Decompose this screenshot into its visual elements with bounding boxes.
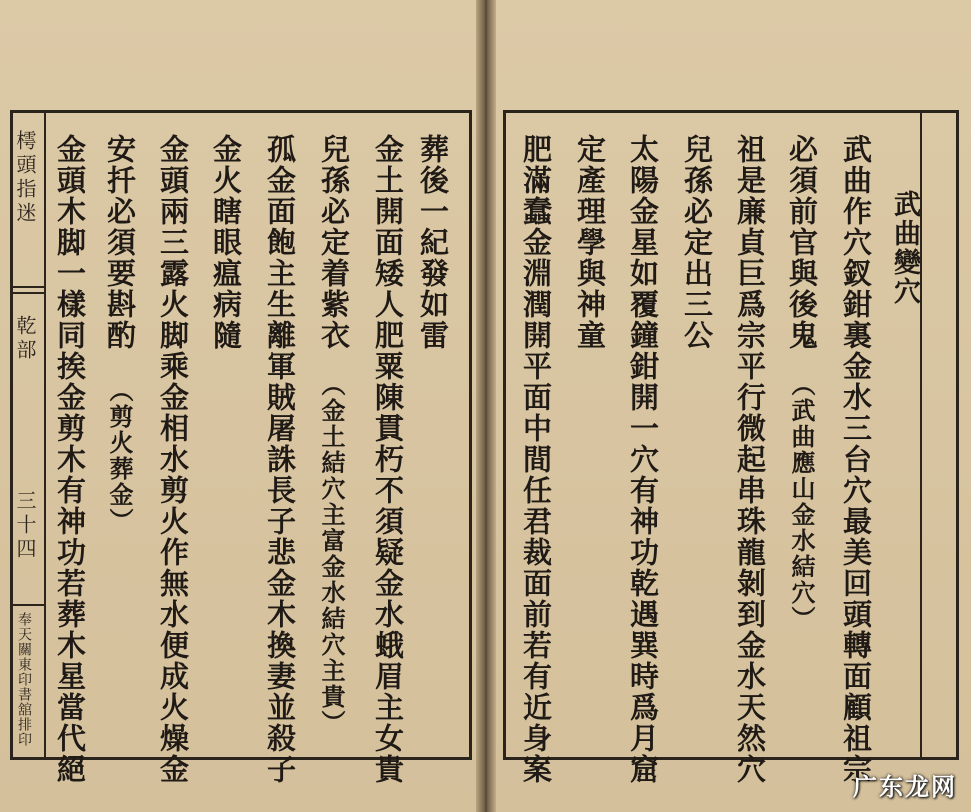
margin-divider (10, 292, 46, 294)
page-number: 三十四 (13, 490, 37, 562)
margin-divider (10, 286, 46, 288)
left-column-6: 金頭兩三露火脚乘金相水剪火作無水便成火燥金 (156, 134, 190, 785)
margin-rule (44, 113, 46, 757)
right-column-4: 兒孫必定出三公 (680, 134, 714, 351)
spine-title: 樗頭指迷 (13, 130, 37, 226)
left-column-3-note: （金土結穴主富金水結穴主貴） (317, 372, 346, 736)
margin-divider (10, 604, 46, 606)
left-column-3: 兒孫必定着紫衣 (317, 134, 351, 351)
publisher-label: 奉天關東印書舘排印 (16, 612, 32, 747)
right-column-2-note: （武曲應山金水結穴） (787, 372, 816, 632)
left-column-2: 金土開面矮人肥粟陳貫朽不須疑金水蛾眉主女貴 (371, 134, 405, 785)
left-column-7-note: （剪火葬金） (105, 378, 134, 534)
left-column-7: 安扦必須要斟酌 (103, 134, 137, 351)
right-column-1: 武曲作穴釵鉗裏金水三台穴最美回頭轉面顧祖宗 (839, 134, 873, 785)
right-column-5: 太陽金星如覆鐘鉗開一穴有神功乾遇巽時爲月窟 (626, 134, 660, 785)
site-watermark: 广东龙网 (853, 773, 957, 801)
section-heading: 武曲變穴 (889, 190, 920, 306)
left-column-8: 金頭木脚一樣同挨金剪木有神功若葬木星當代絕 (53, 134, 87, 785)
left-column-4: 孤金面飽主生離軍賊屠誅長子悲金木換妻並殺子 (263, 134, 297, 785)
book-gutter (476, 0, 496, 812)
right-column-3: 祖是廉貞巨爲宗平行微起串珠龍剝到金水天然穴 (733, 134, 767, 785)
right-column-7: 肥滿蠢金淵潤開平面中間任君裁面前若有近身案 (519, 134, 553, 785)
left-column-5: 金火瞎眼瘟病隨 (209, 134, 243, 351)
margin-rule (920, 113, 922, 757)
right-column-6: 定產理學與神童 (573, 134, 607, 351)
left-column-1: 葬後一紀發如雷 (416, 134, 450, 351)
section-label: 乾部 (13, 315, 37, 363)
right-column-2: 必須前官與後鬼 (785, 134, 819, 351)
